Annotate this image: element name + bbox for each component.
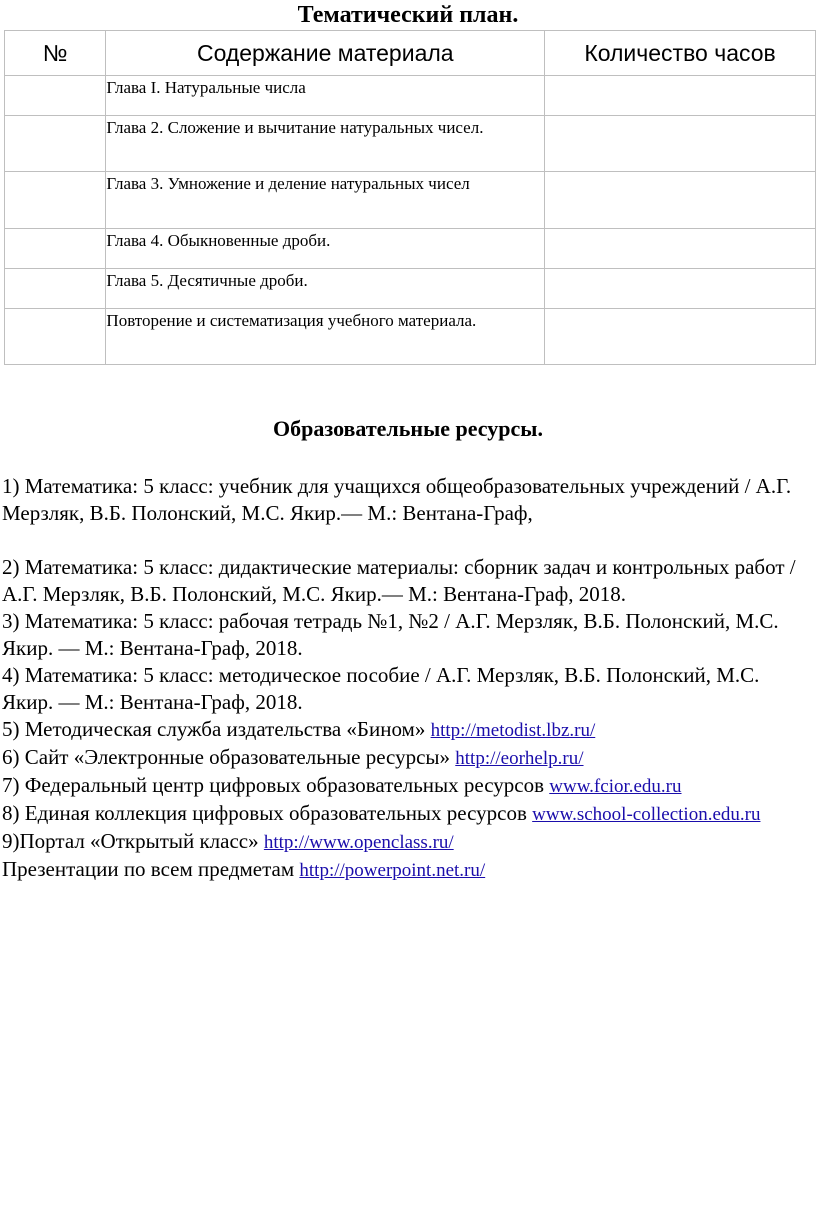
table-row — [5, 76, 816, 116]
resources-list — [2, 473, 814, 884]
row-number — [5, 309, 106, 365]
table-row — [5, 172, 816, 229]
row-number — [5, 172, 106, 229]
resource-link[interactable]: http://eorhelp.ru/ — [455, 748, 584, 769]
resource-item: 8) Единая коллекция цифровых образовательных ресурсов www.school-collection.edu.ru — [2, 801, 761, 825]
page-title: Тематический план. — [297, 2, 519, 28]
row-content: Глава 2. Сложение и вычитание натуральных чисел. — [106, 116, 545, 172]
resource-item: 2) Математика: 5 класс: дидактические материалы: сборник задач и контрольных работ / А.Г. Мерзляк, В.Б. Полонский, М.С. Якир.— М.: Вентана-Граф, 2018. — [2, 555, 796, 606]
header-content: Содержание материала — [106, 31, 545, 76]
row-hours — [545, 229, 816, 269]
table-row — [5, 309, 816, 365]
row-content: Глава 4. Обыкновенные дроби. — [106, 229, 545, 269]
row-content: Глава I. Натуральные числа — [106, 76, 545, 116]
row-number — [5, 229, 106, 269]
resource-item: Презентации по всем предметам http://powerpoint.net.ru/ — [2, 857, 486, 881]
row-number — [5, 116, 106, 172]
row-content: Глава 3. Умножение и деление натуральных чисел — [106, 172, 545, 229]
resource-link[interactable]: www.fcior.edu.ru — [549, 776, 682, 797]
resource-item: 4) Математика: 5 класс: методическое пособие / А.Г. Мерзляк, В.Б. Полонский, М.С. Якир. — М.: Вентана-Граф, 2018. — [2, 663, 760, 714]
header-number: № — [5, 31, 106, 76]
row-number — [5, 76, 106, 116]
header-hours: Количество часов — [545, 31, 816, 76]
resource-item: 9)Портал «Открытый класс» http://www.openclass.ru/ — [2, 829, 454, 853]
resource-link[interactable]: www.school-collection.edu.ru — [532, 804, 761, 825]
resource-item: 6) Сайт «Электронные образовательные ресурсы» http://eorhelp.ru/ — [2, 745, 584, 769]
resource-link[interactable]: http://metodist.lbz.ru/ — [430, 720, 596, 741]
resource-link[interactable]: http://www.openclass.ru/ — [263, 832, 454, 853]
resource-item: 3) Математика: 5 класс: рабочая тетрадь №1, №2 / А.Г. Мерзляк, В.Б. Полонский, М.С. Якир. — М.: Вентана-Граф, 2018. — [2, 609, 779, 660]
resource-item: 7) Федеральный центр цифровых образовательных ресурсов www.fcior.edu.ru — [2, 773, 682, 797]
table-header-row — [5, 31, 816, 76]
row-hours — [545, 269, 816, 309]
row-hours — [545, 76, 816, 116]
thematic-plan-table — [4, 30, 816, 365]
table-row — [5, 269, 816, 309]
resource-link[interactable]: http://powerpoint.net.ru/ — [299, 860, 486, 881]
row-content: Глава 5. Десятичные дроби. — [106, 269, 545, 309]
row-hours — [545, 309, 816, 365]
row-hours — [545, 172, 816, 229]
table-row — [5, 116, 816, 172]
resource-item: 5) Методическая служба издательства «Бином» http://metodist.lbz.ru/ — [2, 717, 596, 741]
row-content: Повторение и систематизация учебного материала. — [106, 309, 545, 365]
resources-title: Образовательные ресурсы. — [273, 416, 543, 441]
row-hours — [545, 116, 816, 172]
table-row — [5, 229, 816, 269]
resource-item: 1) Математика: 5 класс: учебник для учащихся общеобразовательных учреждений / А.Г. Мерзляк, В.Б. Полонский, М.С. Якир.— М.: Вентана-Граф, — [2, 474, 792, 525]
row-number — [5, 269, 106, 309]
